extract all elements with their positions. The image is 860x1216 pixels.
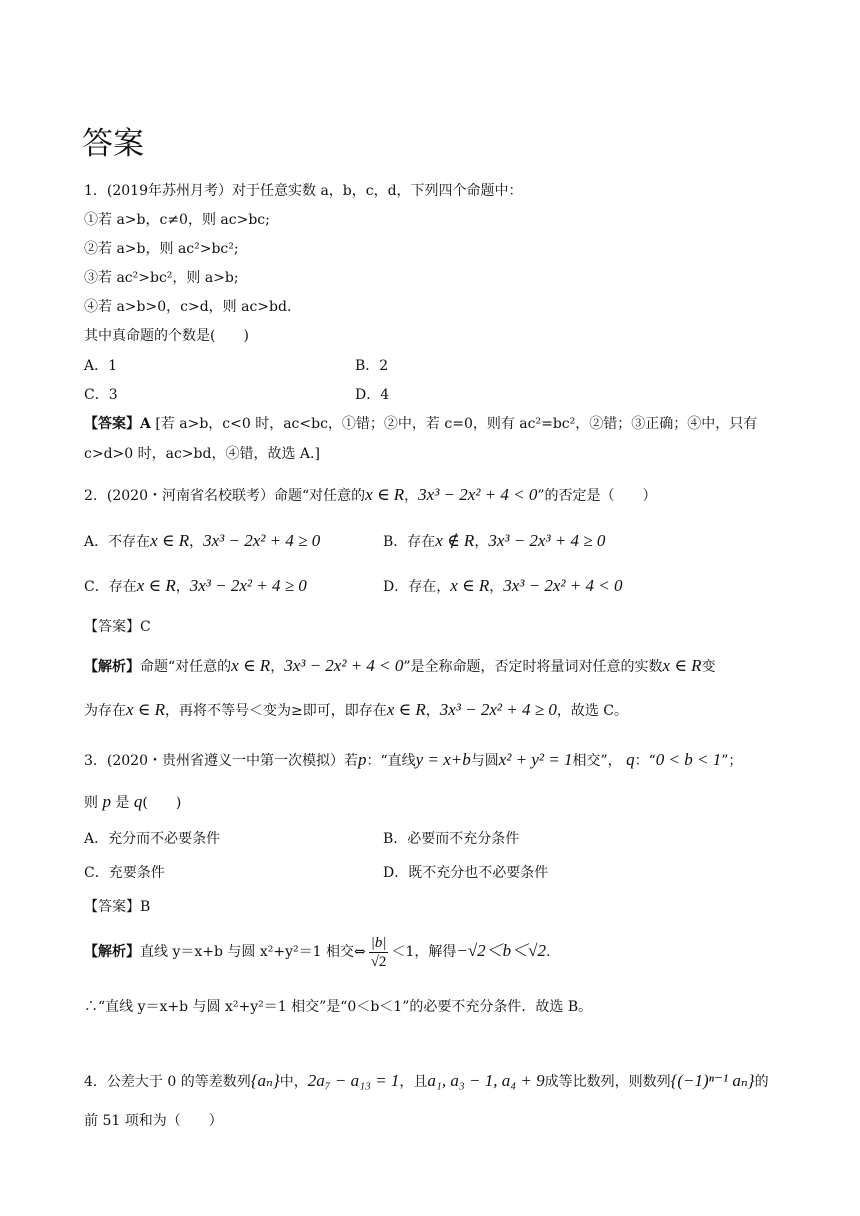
q3-stem-text-c: 与圆 xyxy=(470,753,499,769)
q1-answer-label: 【答案】A xyxy=(84,416,151,432)
q3-fraction-numerator: |b| xyxy=(370,934,387,951)
q2-exp1-math-3: x ∈ R xyxy=(662,656,702,675)
q2-stem-text-c: ”的否定是（ ） xyxy=(537,488,657,504)
q4-stem-text-b: 中， xyxy=(279,1074,308,1090)
q4-stem-math-4: {(−1)ⁿ⁻¹ aₙ} xyxy=(670,1071,755,1090)
q2-exp1-text-b: ， xyxy=(270,659,285,675)
q2-option-c-text: C．存在 xyxy=(84,579,137,595)
q3-exp1-text-a: 直线 y＝x+b 与圆 x²+y²＝1 相交⇔ xyxy=(140,944,366,960)
q2-explanation-line-2 xyxy=(84,700,628,721)
q3-stem-text-a: 3．(2020・贵州省遵义一中第一次模拟）若 xyxy=(84,753,358,769)
q1-option-c: C．3 xyxy=(84,387,118,403)
q2-exp2-math-2: x ∈ R xyxy=(386,700,426,719)
q3-stem-text-f: ”； xyxy=(721,753,743,769)
q2-option-b-text: B．存在 xyxy=(383,534,436,550)
q1-answer-text: [若 a>b，c<0 时，ac<bc，①错；②中，若 c=0，则有 ac²=bc²，②错；③正确；④中，只有 xyxy=(155,416,758,432)
q4-stem-text-d: 成等比数列，则数列 xyxy=(544,1074,671,1090)
q1-answer-line-1 xyxy=(84,414,757,434)
q3-option-b: B．必要而不充分条件 xyxy=(383,831,520,847)
q3-stem-q: q xyxy=(626,750,635,769)
q3-exp1-text-b: ＜1，解得 xyxy=(391,944,457,960)
q3-stem-line-2 xyxy=(84,792,181,813)
q4-stem-math-2: 2a₇ − a₁₃ = 1 xyxy=(307,1071,400,1090)
q2-option-a-math-1: x ∈ R xyxy=(150,531,190,550)
q3-option-d: D．既不充分也不必要条件 xyxy=(383,865,549,881)
q3-stem-math-1: y = x+b xyxy=(415,750,471,769)
q2-exp2-math-1: x ∈ R xyxy=(126,700,166,719)
q4-stem-text-a: 4．公差大于 0 的等差数列 xyxy=(84,1074,251,1090)
q3-exp1-math: −√2＜b＜√2 xyxy=(456,941,547,960)
q1-answer-line-2: c>d>0 时，ac>bd，④错，故选 A.] xyxy=(84,446,320,462)
q3-stem xyxy=(84,750,742,771)
q4-stem-line-2: 前 51 项和为（ ） xyxy=(84,1113,223,1129)
q2-exp1-math-2: 3x³ − 2x² + 4 < 0 xyxy=(284,656,404,675)
q3-line2-text-b: 是 xyxy=(115,795,130,811)
q2-answer: 【答案】C xyxy=(84,619,151,635)
q3-explanation-line-2: ∴“直线 y＝x+b 与圆 x²+y²＝1 相交”是“0＜b＜1”的必要不充分条件．故选 B。 xyxy=(84,999,593,1015)
q2-option-a: A．不存在x ∈ R，3x³ − 2x² + 4 ≥ 0 xyxy=(84,531,321,550)
q3-option-a: A．充分而不必要条件 xyxy=(84,831,221,847)
q4-stem xyxy=(84,1071,769,1092)
q2-exp2-math-3: 3x³ − 2x² + 4 ≥ 0 xyxy=(439,700,557,719)
q1-option-a: A．1 xyxy=(84,358,118,374)
q2-exp2-text-b: ，再将不等号＜变为≥即可，即存在 xyxy=(165,703,387,719)
q3-line2-text-c: ( ) xyxy=(142,795,182,811)
q4-stem-math-3: a₁, a₃ − 1, a₄ + 9 xyxy=(427,1071,545,1090)
q1-question: 其中真命题的个数是( ) xyxy=(84,328,249,344)
q2-stem-math-2: 3x³ − 2x² + 4 < 0 xyxy=(418,485,538,504)
q3-stem-math-3: 0 < b < 1 xyxy=(655,750,722,769)
q2-stem-text-a: 2．(2020・河南省名校联考）命题“对任意的 xyxy=(84,488,366,504)
page-title: 答案 xyxy=(82,126,144,162)
q3-line2-q: q xyxy=(133,792,143,811)
q3-line2-p: p xyxy=(102,792,111,811)
q2-option-d-text: D．存在， xyxy=(383,579,451,595)
q2-exp1-text-d: 变 xyxy=(701,659,716,675)
q3-explanation-label: 【解析】 xyxy=(84,944,140,960)
q4-stem-text-e: 的 xyxy=(754,1074,769,1090)
q1-statement-4: ④若 a>b>0，c>d，则 ac>bd. xyxy=(84,299,292,315)
q2-option-d-math-1: x ∈ R xyxy=(450,576,490,595)
q2-exp1-text-c: ”是全称命题，否定时将量词对任意的实数 xyxy=(403,659,663,675)
q3-fraction-denominator: √2 xyxy=(370,953,387,970)
q3-stem-p: p xyxy=(358,750,367,769)
q3-stem-math-2: x² + y² = 1 xyxy=(498,750,573,769)
q2-option-b-math-2: 3x³ − 2x³ + 4 ≥ 0 xyxy=(488,531,606,550)
q2-option-d-math-2: 3x³ − 2x² + 4 < 0 xyxy=(503,576,623,595)
q2-explanation-line-1 xyxy=(84,656,716,677)
q2-option-c-math-1: x ∈ R xyxy=(136,576,176,595)
q2-option-d: D．存在，x ∈ R，3x³ − 2x² + 4 < 0 xyxy=(383,576,623,595)
q3-stem-text-d: 相交”， xyxy=(572,753,622,769)
q2-stem-math-1: x ∈ R xyxy=(365,485,405,504)
q2-exp2-text-a: 为存在 xyxy=(84,703,126,719)
q3-fraction xyxy=(369,934,389,971)
q3-option-c: C．充要条件 xyxy=(84,865,165,881)
q2-option-a-math-2: 3x³ − 2x² + 4 ≥ 0 xyxy=(203,531,321,550)
q2-stem-text-b: ， xyxy=(404,488,419,504)
q1-statement-2: ②若 a>b，则 ac²>bc²; xyxy=(84,241,239,257)
q2-option-a-text: A．不存在 xyxy=(84,534,151,550)
q1-stem: 1．(2019年苏州月考）对于任意实数 a，b，c，d，下列四个命题中： xyxy=(84,183,523,199)
q2-exp1-text-a: 命题“对任意的 xyxy=(140,659,232,675)
q2-explanation-label: 【解析】 xyxy=(84,659,140,675)
q3-answer: 【答案】B xyxy=(84,899,151,915)
q3-stem-text-e: ：“ xyxy=(634,753,656,769)
q3-line2-text-a: 则 xyxy=(84,795,98,811)
q2-option-c: C．存在x ∈ R，3x³ − 2x² + 4 ≥ 0 xyxy=(84,576,307,595)
q3-stem-text-b: ：“直线 xyxy=(366,753,416,769)
q3-explanation-line-1 xyxy=(84,931,550,972)
q2-exp1-math-1: x ∈ R xyxy=(231,656,271,675)
q2-exp2-text-d: ，故选 C。 xyxy=(556,703,628,719)
q1-statement-3: ③若 ac²>bc²，则 a>b; xyxy=(84,270,239,286)
q2-stem xyxy=(84,485,657,506)
q4-stem-math-1: {aₙ} xyxy=(250,1071,280,1090)
q1-statement-1: ①若 a>b，c≠0，则 ac>bc; xyxy=(84,212,270,228)
q2-exp2-text-c: ， xyxy=(425,703,440,719)
q2-option-c-math-2: 3x³ − 2x² + 4 ≥ 0 xyxy=(189,576,307,595)
q2-option-b: B．存在x ∉ R，3x³ − 2x³ + 4 ≥ 0 xyxy=(383,531,606,550)
q3-exp1-text-c: . xyxy=(546,944,551,960)
q4-stem-text-c: ，且 xyxy=(399,1074,428,1090)
q1-option-d: D．4 xyxy=(355,387,390,403)
q2-option-b-math-1: x ∉ R xyxy=(435,531,475,550)
q1-option-b: B．2 xyxy=(355,358,389,374)
